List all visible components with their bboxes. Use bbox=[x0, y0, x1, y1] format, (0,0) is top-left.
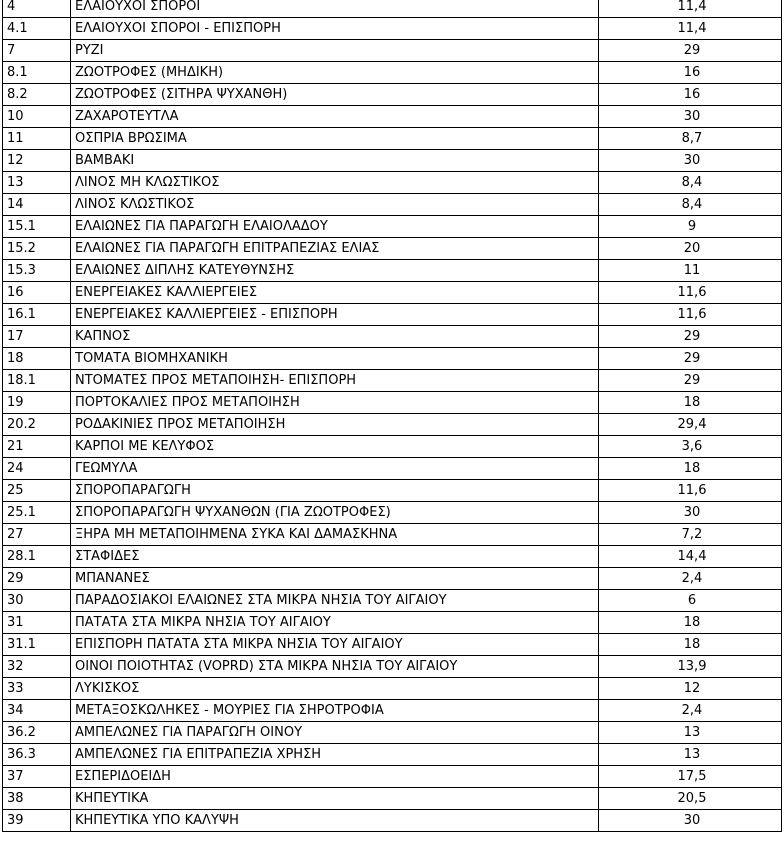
table-row bbox=[3, 128, 782, 150]
table-row bbox=[3, 744, 782, 766]
row-code-cell: 4 bbox=[3, 0, 71, 18]
row-code-cell: 16 bbox=[3, 282, 71, 304]
row-name-cell: ΕΣΠΕΡΙΔΟΕΙΔΗ bbox=[71, 766, 599, 788]
row-name-cell: ΠΟΡΤΟΚΑΛΙΕΣ ΠΡΟΣ ΜΕΤΑΠΟΙΗΣΗ bbox=[71, 392, 599, 414]
table-row bbox=[3, 172, 782, 194]
row-code-cell: 39 bbox=[3, 810, 71, 832]
row-code-cell: 29 bbox=[3, 568, 71, 590]
crop-table bbox=[2, 0, 782, 832]
row-code-cell: 10 bbox=[3, 106, 71, 128]
row-value-cell: 20,5 bbox=[599, 788, 782, 810]
row-value-cell: 11,6 bbox=[599, 282, 782, 304]
row-value-cell: 29 bbox=[599, 348, 782, 370]
table-row bbox=[3, 106, 782, 128]
table-row bbox=[3, 766, 782, 788]
table-row bbox=[3, 590, 782, 612]
row-name-cell: ΓΕΩΜΥΛΑ bbox=[71, 458, 599, 480]
row-code-cell: 4.1 bbox=[3, 18, 71, 40]
row-name-cell: ΕΝΕΡΓΕΙΑΚΕΣ ΚΑΛΛΙΕΡΓΕΙΕΣ - ΕΠΙΣΠΟΡΗ bbox=[71, 304, 599, 326]
row-code-cell: 25.1 bbox=[3, 502, 71, 524]
row-name-cell: ΑΜΠΕΛΩΝΕΣ ΓΙΑ ΕΠΙΤΡΑΠΕΖΙΑ ΧΡΗΣΗ bbox=[71, 744, 599, 766]
row-code-cell: 37 bbox=[3, 766, 71, 788]
row-name-cell: ΕΛΑΙΟΥΧΟΙ ΣΠΟΡΟΙ bbox=[71, 0, 599, 18]
row-name-cell: ΡΟΔΑΚΙΝΙΕΣ ΠΡΟΣ ΜΕΤΑΠΟΙΗΣΗ bbox=[71, 414, 599, 436]
table-row bbox=[3, 414, 782, 436]
row-code-cell: 36.3 bbox=[3, 744, 71, 766]
table-row bbox=[3, 700, 782, 722]
row-name-cell: ΚΗΠΕΥΤΙΚΑ ΥΠΟ ΚΑΛΥΨΗ bbox=[71, 810, 599, 832]
table-row bbox=[3, 502, 782, 524]
row-code-cell: 31 bbox=[3, 612, 71, 634]
row-code-cell: 20.2 bbox=[3, 414, 71, 436]
row-code-cell: 18.1 bbox=[3, 370, 71, 392]
row-code-cell: 15.1 bbox=[3, 216, 71, 238]
row-code-cell: 18 bbox=[3, 348, 71, 370]
row-name-cell: ΜΕΤΑΞΟΣΚΩΛΗΚΕΣ - ΜΟΥΡΙΕΣ ΓΙΑ ΣΗΡΟΤΡΟΦΙΑ bbox=[71, 700, 599, 722]
row-name-cell: ΚΑΠΝΟΣ bbox=[71, 326, 599, 348]
row-value-cell: 7,2 bbox=[599, 524, 782, 546]
row-value-cell: 30 bbox=[599, 150, 782, 172]
table-row bbox=[3, 304, 782, 326]
row-name-cell: ΞΗΡΑ ΜΗ ΜΕΤΑΠΟΙΗΜΕΝΑ ΣΥΚΑ ΚΑΙ ΔΑΜΑΣΚΗΝΑ bbox=[71, 524, 599, 546]
row-name-cell: ΒΑΜΒΑΚΙ bbox=[71, 150, 599, 172]
row-code-cell: 11 bbox=[3, 128, 71, 150]
row-value-cell: 18 bbox=[599, 612, 782, 634]
row-value-cell: 6 bbox=[599, 590, 782, 612]
row-name-cell: ΛΥΚΙΣΚΟΣ bbox=[71, 678, 599, 700]
row-value-cell: 17,5 bbox=[599, 766, 782, 788]
row-value-cell: 29 bbox=[599, 40, 782, 62]
row-value-cell: 11,4 bbox=[599, 18, 782, 40]
table-row bbox=[3, 524, 782, 546]
table-row bbox=[3, 546, 782, 568]
row-value-cell: 12 bbox=[599, 678, 782, 700]
row-code-cell: 15.3 bbox=[3, 260, 71, 282]
row-name-cell: ΑΜΠΕΛΩΝΕΣ ΓΙΑ ΠΑΡΑΓΩΓΗ ΟΙΝΟΥ bbox=[71, 722, 599, 744]
row-value-cell: 11 bbox=[599, 260, 782, 282]
row-value-cell: 16 bbox=[599, 84, 782, 106]
table-row bbox=[3, 612, 782, 634]
row-value-cell: 13 bbox=[599, 722, 782, 744]
row-value-cell: 13 bbox=[599, 744, 782, 766]
row-value-cell: 8,4 bbox=[599, 172, 782, 194]
row-value-cell: 18 bbox=[599, 458, 782, 480]
row-name-cell: ΝΤΟΜΑΤΕΣ ΠΡΟΣ ΜΕΤΑΠΟΙΗΣΗ- ΕΠΙΣΠΟΡΗ bbox=[71, 370, 599, 392]
table-row bbox=[3, 18, 782, 40]
row-value-cell: 14,4 bbox=[599, 546, 782, 568]
row-name-cell: ΖΑΧΑΡΟΤΕΥΤΛΑ bbox=[71, 106, 599, 128]
row-name-cell: ΟΣΠΡΙΑ ΒΡΩΣΙΜΑ bbox=[71, 128, 599, 150]
table-row bbox=[3, 392, 782, 414]
row-code-cell: 12 bbox=[3, 150, 71, 172]
row-code-cell: 21 bbox=[3, 436, 71, 458]
row-name-cell: ΡΥΖΙ bbox=[71, 40, 599, 62]
table-row bbox=[3, 656, 782, 678]
row-value-cell: 11,6 bbox=[599, 304, 782, 326]
row-code-cell: 13 bbox=[3, 172, 71, 194]
row-name-cell: ΚΗΠΕΥΤΙΚΑ bbox=[71, 788, 599, 810]
table-row bbox=[3, 810, 782, 832]
table-row bbox=[3, 150, 782, 172]
row-name-cell: ΕΝΕΡΓΕΙΑΚΕΣ ΚΑΛΛΙΕΡΓΕΙΕΣ bbox=[71, 282, 599, 304]
row-value-cell: 11,4 bbox=[599, 0, 782, 18]
table-row bbox=[3, 40, 782, 62]
table-row bbox=[3, 282, 782, 304]
row-code-cell: 38 bbox=[3, 788, 71, 810]
row-value-cell: 29,4 bbox=[599, 414, 782, 436]
row-name-cell: ΣΤΑΦΙΔΕΣ bbox=[71, 546, 599, 568]
row-code-cell: 24 bbox=[3, 458, 71, 480]
row-code-cell: 14 bbox=[3, 194, 71, 216]
row-value-cell: 16 bbox=[599, 62, 782, 84]
row-value-cell: 30 bbox=[599, 810, 782, 832]
table-row bbox=[3, 216, 782, 238]
row-name-cell: ΕΠΙΣΠΟΡΗ ΠΑΤΑΤΑ ΣΤΑ ΜΙΚΡΑ ΝΗΣΙΑ ΤΟΥ ΑΙΓΑΙΟΥ bbox=[71, 634, 599, 656]
table-row bbox=[3, 348, 782, 370]
row-code-cell: 7 bbox=[3, 40, 71, 62]
row-code-cell: 34 bbox=[3, 700, 71, 722]
row-value-cell: 8,4 bbox=[599, 194, 782, 216]
row-name-cell: ΣΠΟΡΟΠΑΡΑΓΩΓΗ bbox=[71, 480, 599, 502]
row-name-cell: ΕΛΑΙΩΝΕΣ ΓΙΑ ΠΑΡΑΓΩΓΗ ΕΛΑΙΟΛΑΔΟΥ bbox=[71, 216, 599, 238]
row-name-cell: ΛΙΝΟΣ ΜΗ ΚΛΩΣΤΙΚΟΣ bbox=[71, 172, 599, 194]
row-name-cell: ΟΙΝΟΙ ΠΟΙΟΤΗΤΑΣ (VOPRD) ΣΤΑ ΜΙΚΡΑ ΝΗΣΙΑ ΤΟΥ ΑΙΓΑΙΟΥ bbox=[71, 656, 599, 678]
row-name-cell: ΖΩΟΤΡΟΦΕΣ (ΣΙΤΗΡΑ ΨΥΧΑΝΘΗ) bbox=[71, 84, 599, 106]
row-code-cell: 32 bbox=[3, 656, 71, 678]
row-value-cell: 30 bbox=[599, 106, 782, 128]
row-code-cell: 33 bbox=[3, 678, 71, 700]
row-value-cell: 30 bbox=[599, 502, 782, 524]
table-body bbox=[3, 0, 782, 832]
row-value-cell: 2,4 bbox=[599, 700, 782, 722]
table-row bbox=[3, 84, 782, 106]
table-row bbox=[3, 260, 782, 282]
table-row bbox=[3, 722, 782, 744]
row-value-cell: 18 bbox=[599, 634, 782, 656]
table-row bbox=[3, 458, 782, 480]
row-code-cell: 36.2 bbox=[3, 722, 71, 744]
table-row bbox=[3, 568, 782, 590]
row-name-cell: ΖΩΟΤΡΟΦΕΣ (ΜΗΔΙΚΗ) bbox=[71, 62, 599, 84]
row-value-cell: 9 bbox=[599, 216, 782, 238]
row-code-cell: 15.2 bbox=[3, 238, 71, 260]
row-code-cell: 30 bbox=[3, 590, 71, 612]
table-row bbox=[3, 370, 782, 392]
table-row bbox=[3, 194, 782, 216]
row-value-cell: 29 bbox=[599, 370, 782, 392]
row-value-cell: 13,9 bbox=[599, 656, 782, 678]
row-code-cell: 25 bbox=[3, 480, 71, 502]
row-name-cell: ΚΑΡΠΟΙ ΜΕ ΚΕΛΥΦΟΣ bbox=[71, 436, 599, 458]
table-row bbox=[3, 326, 782, 348]
row-name-cell: ΤΟΜΑΤΑ ΒΙΟΜΗΧΑΝΙΚΗ bbox=[71, 348, 599, 370]
table-row bbox=[3, 678, 782, 700]
row-name-cell: ΠΑΤΑΤΑ ΣΤΑ ΜΙΚΡΑ ΝΗΣΙΑ ΤΟΥ ΑΙΓΑΙΟΥ bbox=[71, 612, 599, 634]
row-value-cell: 2,4 bbox=[599, 568, 782, 590]
row-value-cell: 8,7 bbox=[599, 128, 782, 150]
table-row bbox=[3, 634, 782, 656]
table-row bbox=[3, 436, 782, 458]
row-code-cell: 19 bbox=[3, 392, 71, 414]
table-row bbox=[3, 238, 782, 260]
table-row bbox=[3, 62, 782, 84]
row-name-cell: ΕΛΑΙΟΥΧΟΙ ΣΠΟΡΟΙ - ΕΠΙΣΠΟΡΗ bbox=[71, 18, 599, 40]
row-code-cell: 8.2 bbox=[3, 84, 71, 106]
row-code-cell: 16.1 bbox=[3, 304, 71, 326]
row-code-cell: 8.1 bbox=[3, 62, 71, 84]
row-code-cell: 28.1 bbox=[3, 546, 71, 568]
row-name-cell: ΜΠΑΝΑΝΕΣ bbox=[71, 568, 599, 590]
row-name-cell: ΣΠΟΡΟΠΑΡΑΓΩΓΗ ΨΥΧΑΝΘΩΝ (ΓΙΑ ΖΩΟΤΡΟΦΕΣ) bbox=[71, 502, 599, 524]
row-value-cell: 11,6 bbox=[599, 480, 782, 502]
row-code-cell: 31.1 bbox=[3, 634, 71, 656]
row-value-cell: 3,6 bbox=[599, 436, 782, 458]
row-value-cell: 18 bbox=[599, 392, 782, 414]
row-name-cell: ΕΛΑΙΩΝΕΣ ΓΙΑ ΠΑΡΑΓΩΓΗ ΕΠΙΤΡΑΠΕΖΙΑΣ ΕΛΙΑΣ bbox=[71, 238, 599, 260]
row-code-cell: 17 bbox=[3, 326, 71, 348]
row-value-cell: 29 bbox=[599, 326, 782, 348]
row-code-cell: 27 bbox=[3, 524, 71, 546]
table-row bbox=[3, 788, 782, 810]
row-value-cell: 20 bbox=[599, 238, 782, 260]
row-name-cell: ΕΛΑΙΩΝΕΣ ΔΙΠΛΗΣ ΚΑΤΕΥΘΥΝΣΗΣ bbox=[71, 260, 599, 282]
row-name-cell: ΛΙΝΟΣ ΚΛΩΣΤΙΚΟΣ bbox=[71, 194, 599, 216]
row-name-cell: ΠΑΡΑΔΟΣΙΑΚΟΙ ΕΛΑΙΩΝΕΣ ΣΤΑ ΜΙΚΡΑ ΝΗΣΙΑ ΤΟΥ ΑΙΓΑΙΟΥ bbox=[71, 590, 599, 612]
table-row bbox=[3, 480, 782, 502]
table-row bbox=[3, 0, 782, 18]
